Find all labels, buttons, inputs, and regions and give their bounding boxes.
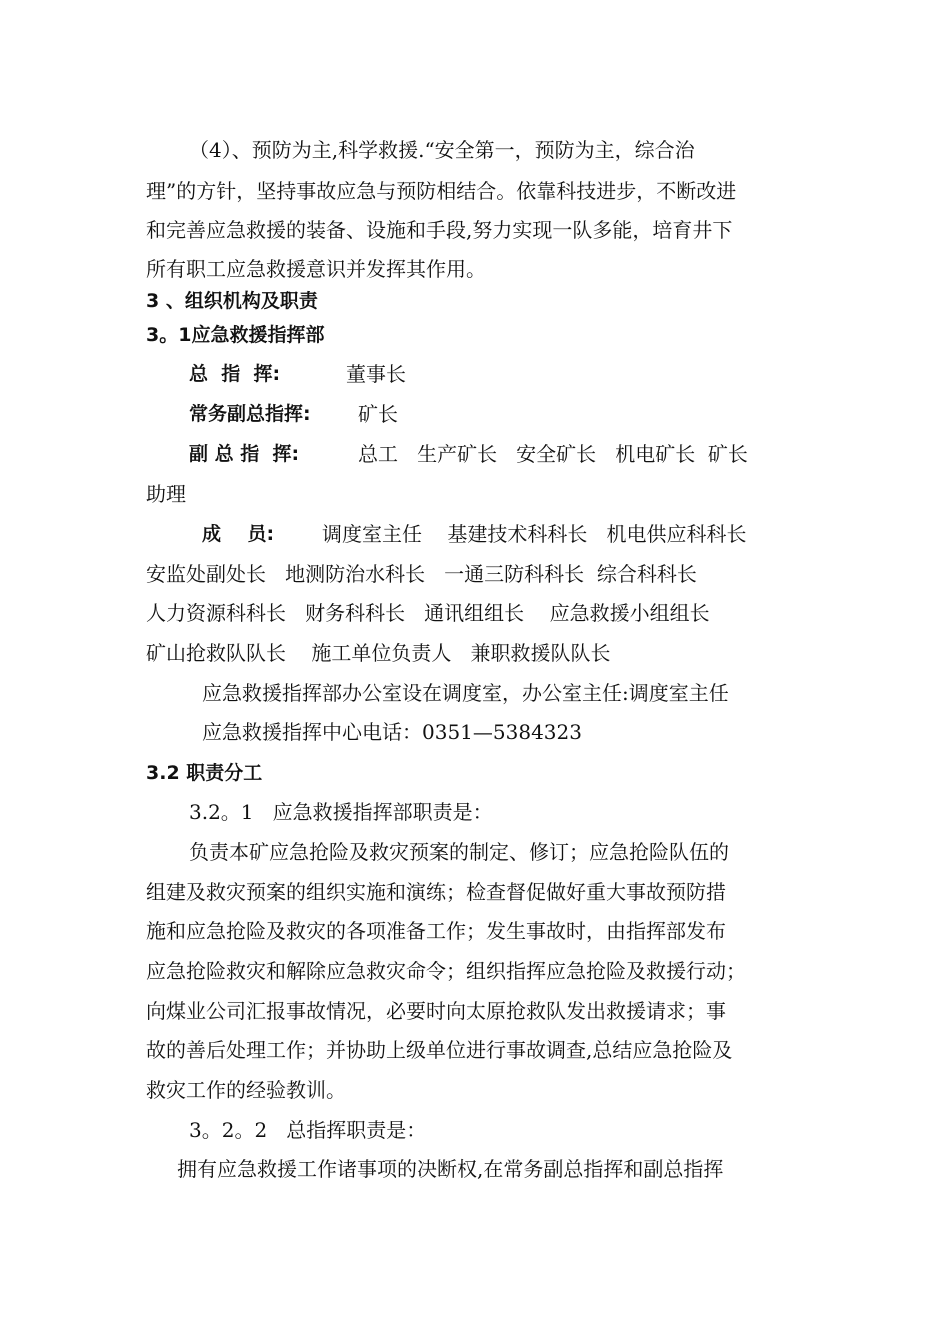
- duties-paragraph-line1: 负责本矿应急抢险及救灾预案的制定、修订；应急抢险队伍的: [189, 840, 729, 864]
- members-line4: 矿山抢救队队长 施工单位负责人 兼职救援队队长: [146, 641, 611, 665]
- duties-paragraph-line4: 应急抢险救灾和解除应急救灾命令；组织指挥应急抢险及救援行动；: [146, 959, 746, 983]
- role-label-commander: 总 指 挥:: [189, 363, 281, 385]
- duties-paragraph-line3: 施和应急抢险及救灾的各项准备工作；发生事故时，由指挥部发布: [146, 919, 726, 943]
- commander-duties-line1: 拥有应急救援工作诸事项的决断权,在常务副总指挥和副总指挥: [177, 1157, 724, 1181]
- duties-paragraph-line7: 救灾工作的经验教训。: [146, 1078, 346, 1102]
- clause-heading-3-2-2: 3。2。2 总指挥职责是：: [189, 1118, 427, 1142]
- role-value-deputy-commander: 总工 生产矿长 安全矿长 机电矿长 矿长: [358, 442, 748, 466]
- clause-heading-3-2-1: 3.2。1 应急救援指挥部职责是：: [189, 800, 493, 824]
- role-value-deputy-commander-cont: 助理: [146, 482, 186, 506]
- role-label-deputy-commander: 副 总 指 挥:: [189, 443, 300, 465]
- section-heading-3: 3 、组织机构及职责: [146, 290, 318, 312]
- role-label-members: 成 员:: [202, 523, 275, 545]
- members-line2: 安监处副处长 地测防治水科长 一通三防科科长 综合科科长: [146, 562, 697, 586]
- subsection-heading-3-1: 3。1应急救援指挥部: [146, 324, 325, 346]
- paragraph-principle-4: （4）、预防为主,科学救援.“安全第一，预防为主，综合治: [189, 138, 695, 162]
- paragraph-principle-4-line2: 理”的方针，坚持事故应急与预防相结合。依靠科技进步，不断改进: [146, 179, 737, 203]
- duties-paragraph-line6: 故的善后处理工作；并协助上级单位进行事故调查,总结应急抢险及: [146, 1038, 733, 1062]
- paragraph-principle-4-line3: 和完善应急救援的装备、设施和手段,努力实现一队多能，培育井下: [146, 218, 733, 242]
- duties-paragraph-line2: 组建及救灾预案的组织实施和演练；检查督促做好重大事故预防措: [146, 880, 726, 904]
- role-value-executive-deputy: 矿长: [358, 402, 398, 426]
- office-info: 应急救援指挥部办公室设在调度室，办公室主任:调度室主任: [202, 681, 729, 705]
- members-line3: 人力资源科科长 财务科科长 通讯组组长 应急救援小组组长: [146, 601, 710, 625]
- role-value-commander: 董事长: [346, 362, 406, 386]
- members-line1: 调度室主任 基建技术科科长 机电供应科科长: [322, 522, 747, 546]
- subsection-heading-3-2: 3.2 职责分工: [146, 762, 263, 784]
- role-label-executive-deputy: 常务副总指挥:: [189, 403, 311, 425]
- center-phone: 应急救援指挥中心电话：0351—5384323: [202, 720, 582, 744]
- duties-paragraph-line5: 向煤业公司汇报事故情况，必要时向太原抢救队发出救援请求；事: [146, 999, 726, 1023]
- paragraph-principle-4-line4: 所有职工应急救援意识并发挥其作用。: [146, 257, 486, 281]
